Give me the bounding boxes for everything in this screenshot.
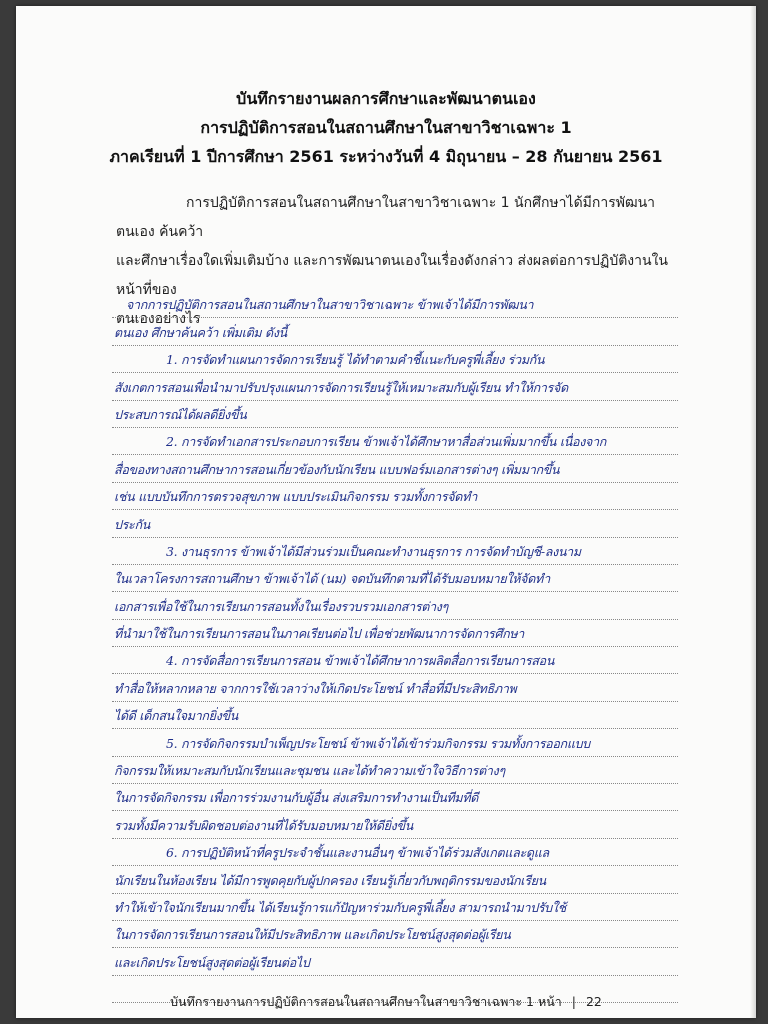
ruled-line: [112, 674, 678, 701]
handwritten-text: 6. การปฏิบัติหน้าที่ครูประจำชั้นและงานอื่นๆ ข้าพเจ้าได้ร่วมสังเกตและดูแล: [166, 845, 549, 861]
handwritten-text: ในการจัดกิจกรรม เพื่อการร่วมงานกับผู้อื่น ส่งเสริมการทำงานเป็นทีมที่ดี: [114, 790, 479, 806]
document-page: [16, 6, 756, 1018]
ruled-line: [112, 291, 678, 318]
handwritten-text: ทำให้เข้าใจนักเรียนมากขึ้น ได้เรียนรู้การแก้ปัญหาร่วมกับครูพี่เลี้ยง สามารถนำมาปรับใช้: [114, 899, 566, 915]
handwritten-text: สื่อของทางสถานศึกษาการสอนเกี่ยวข้องกับนักเรียน แบบฟอร์มเอกสารต่างๆ เพิ่มมากขึ้น: [114, 461, 560, 477]
handwritten-text: ตนเอง ศึกษาค้นคว้า เพิ่มเติม ดังนี้: [114, 324, 287, 340]
ruled-line: [112, 948, 678, 975]
handwritten-text: จากการปฏิบัติการสอนในสถานศึกษาในสาขาวิชาเฉพาะ ข้าพเจ้าได้มีการพัฒนา: [126, 297, 534, 313]
handwritten-text: เอกสารเพื่อใช้ในการเรียนการสอนทั้งในเรื่องรวบรวมเอกสารต่างๆ: [114, 598, 448, 614]
ruled-line: [112, 510, 678, 537]
ruled-line: [112, 702, 678, 729]
handwritten-text: 1. การจัดทำแผนการจัดการเรียนรู้ ได้ทำตามคำชี้แนะกับครูพี่เลี้ยง ร่วมกัน: [166, 352, 545, 368]
ruled-line: [112, 921, 678, 948]
page-footer: [16, 992, 756, 1012]
ruled-line: [112, 592, 678, 619]
report-term-dates: ภาคเรียนที่ 1 ปีการศึกษา 2561 ระหว่างวันที่ 4 มิถุนายน – 28 กันยายน 2561: [109, 147, 663, 166]
handwritten-text: สังเกตการสอนเพื่อนำมาปรับปรุงแผนการจัดการเรียนรู้ให้เหมาะสมกับผู้เรียน ทำให้การจัด: [114, 379, 568, 395]
document-header: [16, 84, 756, 171]
ruled-line: [112, 729, 678, 756]
handwritten-text: รวมทั้งมีความรับผิดชอบต่องานที่ได้รับมอบหมายให้ดียิ่งขึ้น: [114, 817, 413, 833]
ruled-line: [112, 373, 678, 400]
ruled-line: [112, 318, 678, 345]
ruled-line: [112, 565, 678, 592]
handwritten-text: ประกัน: [114, 516, 150, 532]
ruled-line: [112, 784, 678, 811]
handwritten-text: ในการจัดการเรียนการสอนให้มีประสิทธิภาพ และเกิดประโยชน์สูงสุดต่อผู้เรียน: [114, 927, 511, 943]
handwritten-text: 4. การจัดสื่อการเรียนการสอน ข้าพเจ้าได้ศึกษาการผลิตสื่อการเรียนการสอน: [166, 653, 555, 669]
handwritten-text: 2. การจัดทำเอกสารประกอบการเรียน ข้าพเจ้าได้ศึกษาหาสื่อส่วนเพิ่มมากขึ้น เนื่องจาก: [166, 434, 607, 450]
handwritten-text: และเกิดประโยชน์สูงสุดต่อผู้เรียนต่อไป: [114, 954, 310, 970]
ruled-line: [112, 346, 678, 373]
footer-separator: |: [571, 994, 576, 1009]
prompt-line-2: และศึกษาเรื่องใดเพิ่มเติมบ้าง และการพัฒนาตนเองในเรื่องดังกล่าว ส่งผลต่อการปฏิบัติงานในหน้าที่ของ: [116, 253, 668, 298]
handwritten-answer-area: [112, 291, 678, 1018]
handwritten-text: ประสบการณ์ได้ผลดียิ่งขึ้น: [114, 406, 247, 422]
page-number: 22: [585, 994, 602, 1009]
ruled-line: [112, 811, 678, 838]
prompt-line-1: การปฏิบัติการสอนในสถานศึกษาในสาขาวิชาเฉพาะ 1 นักศึกษาได้มีการพัฒนาตนเอง ค้นคว้า: [116, 195, 656, 240]
ruled-line: [112, 401, 678, 428]
scan-edge-shadow: [750, 6, 756, 1018]
footer-text: บันทึกรายงานการปฏิบัติการสอนในสถานศึกษาในสาขาวิชาเฉพาะ 1 หน้า: [170, 994, 562, 1009]
handwritten-text: นักเรียนในห้องเรียน ได้มีการพูดคุยกับผู้ปกครอง เรียนรู้เกี่ยวกับพฤติกรรมของนักเรียน: [114, 872, 546, 888]
report-title: บันทึกรายงานผลการศึกษาและพัฒนาตนเอง: [236, 89, 536, 108]
ruled-line: [112, 455, 678, 482]
handwritten-text: ในเวลาโครงการสถานศึกษา ข้าพเจ้าได้ (นม) จดบันทึกตามที่ได้รับมอบหมายให้จัดทำ: [114, 571, 550, 587]
handwritten-text: เช่น แบบบันทึกการตรวจสุขภาพ แบบประเมินกิจกรรม รวมทั้งการจัดทำ: [114, 489, 478, 505]
handwritten-text: 3. งานธุรการ ข้าพเจ้าได้มีส่วนร่วมเป็นคณะทำงานธุรการ การจัดทำบัญชี-ลงนาม: [166, 543, 581, 559]
prompt-line-3: ตนเองอย่างไร: [116, 311, 201, 327]
handwritten-text: ที่นำมาใช้ในการเรียนการสอนในภาคเรียนต่อไป เพื่อช่วยพัฒนาการจัดการศึกษา: [114, 626, 525, 642]
handwritten-text: ทำสื่อให้หลากหลาย จากการใช้เวลาว่างให้เกิดประโยชน์ ทำสื่อที่มีประสิทธิภาพ: [114, 680, 517, 696]
ruled-line: [112, 757, 678, 784]
ruled-line: [112, 894, 678, 921]
handwritten-text: กิจกรรมให้เหมาะสมกับนักเรียนและชุมชน และได้ทำความเข้าใจวิธีการต่างๆ: [114, 763, 505, 779]
ruled-line: [112, 538, 678, 565]
ruled-line: [112, 428, 678, 455]
ruled-line: [112, 620, 678, 647]
handwritten-text: ได้ดี เด็กสนใจมากยิ่งขึ้น: [114, 708, 239, 724]
ruled-line: [112, 866, 678, 893]
ruled-line: [112, 839, 678, 866]
ruled-line: [112, 647, 678, 674]
ruled-line: [112, 483, 678, 510]
handwritten-text: 5. การจัดกิจกรรมบำเพ็ญประโยชน์ ข้าพเจ้าได้เข้าร่วมกิจกรรม รวมทั้งการออกแบบ: [166, 735, 590, 751]
report-subtitle: การปฏิบัติการสอนในสถานศึกษาในสาขาวิชาเฉพาะ 1: [200, 118, 572, 137]
